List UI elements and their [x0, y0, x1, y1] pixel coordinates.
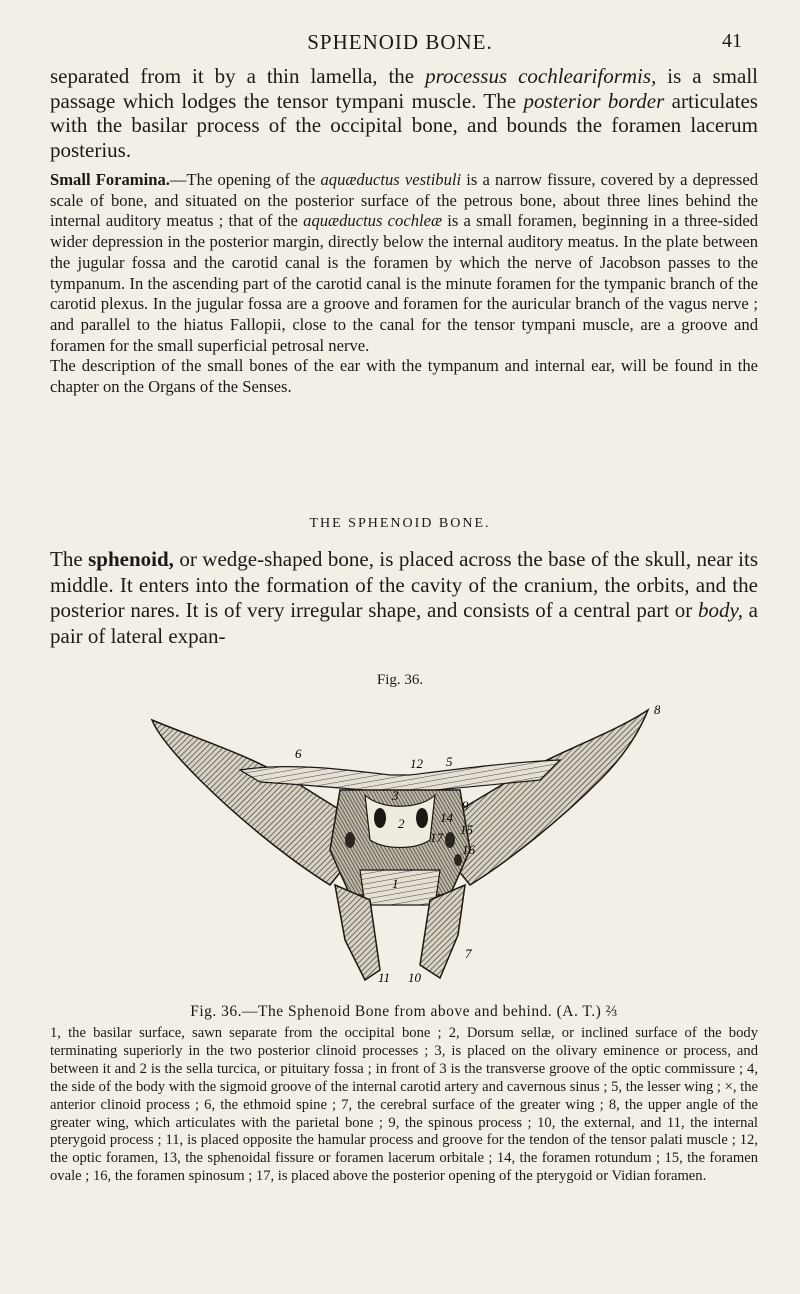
- figure-label-15: 15: [460, 822, 473, 837]
- figure-label-2: 2: [398, 816, 405, 831]
- running-title: SPHENOID BONE.: [307, 30, 493, 54]
- figure-label-12: 12: [410, 756, 423, 771]
- figure-label-5: 5: [446, 754, 453, 769]
- figure-caption-text: 1, the basilar surface, sawn separate from the occipital bone ; 2, Dorsum sellæ, or inclined surface of the body terminating superiorly in the two posterior clinoid processes ; 3, is placed on the olivary eminence or process, and between it and 2 is the sella turcica, or pituitary fossa ; in front of 3 is the transverse groove of the optic commissure ; 4, the side of the body with the sigmoid groove of the internal carotid artery and cavernous sinus ; 5, the lesser wing ; ×, the anterior clinoid process ; 6, the ethmoid spine ; 7, the cerebral surface of the greater wing ; 8, the upper angle of the greater wing, which articulates with the parietal bone ; 9, the spinous process ; 10, the external, and 11, the internal pterygoid process ; 11, is placed opposite the hamular process and groove for the tendon of the tensor palati muscle ; 12, the optic foramen, 13, the sphenoidal fissure or foramen lacerum orbitale ; 14, the foramen rotundum ; 15, the foramen ovale ; 16, the foramen spinosum ; 17, is placed above the posterior opening of the pterygoid or Vidian foramen.: [50, 1025, 758, 1185]
- italic-term: posterior border: [523, 88, 665, 113]
- text-run: is a narrow fissure, covered by a depressed scale of bone, and situated on the posterior surface of the petrous bone, about three lines behind the internal auditory meatus ; that of the: [50, 170, 759, 231]
- figure-label-8: 8: [654, 702, 660, 717]
- figure-label-9: 7: [465, 946, 472, 961]
- page-number: 41: [722, 30, 742, 52]
- section-heading: THE SPHENOID BONE.: [309, 516, 491, 531]
- text-run: or wedge-shaped bone, is placed across the base of the skull, near its middle. It enters into the formation of the cavity of the cranium, the orbits, and the posterior nares. It is of very irregular shape, and consists of a central part or: [50, 547, 758, 622]
- figure-label-16: 16: [462, 842, 475, 857]
- bold-term: sphenoid,: [88, 547, 174, 571]
- italic-term: body,: [698, 598, 743, 622]
- italic-term: aquæductus cochleæ: [303, 211, 443, 231]
- figure-label-11: 11: [378, 970, 391, 985]
- figure-label-3: 3: [392, 788, 399, 803]
- text-run: The: [50, 547, 89, 571]
- lead-paragraph: [50, 64, 758, 162]
- text-run: articulates with the basilar process of the occipital bone, and bounds the foramen lacerum posterius.: [50, 88, 758, 162]
- figure-label-6: 6: [295, 746, 302, 761]
- figure-caption-title: Fig. 36.—The Sphenoid Bone from above and behind. (A. T.) ⅔: [190, 1003, 618, 1020]
- figure-label-7: 9: [462, 798, 469, 813]
- sphenoid-intro-paragraph: [50, 547, 758, 649]
- run-in-heading: Small Foramina.: [50, 170, 170, 189]
- text-run: separated from it by a thin lamella, the: [50, 64, 426, 88]
- figure-label-17: 17: [430, 830, 443, 845]
- italic-term: aquæductus vestibuli: [320, 170, 462, 189]
- paragraph: The description of the small bones of the ear with the tympanum and internal ear, will be found in the chapter on the Organs of the Senses.: [50, 356, 758, 397]
- sphenoid-bone-illustration: [140, 700, 660, 990]
- text-run: a pair of lateral expan-: [50, 598, 759, 648]
- small-foramina-section: [50, 170, 758, 398]
- figure-label-1: 1: [392, 876, 399, 891]
- italic-term: processus cochleariformis,: [425, 64, 657, 88]
- figure-label: Fig. 36.: [376, 672, 424, 688]
- text-run: —The opening of the: [169, 170, 321, 189]
- text-run: is a small passage which lodges the tensor tympani muscle. The: [50, 64, 759, 113]
- figure-label-14: 14: [440, 810, 453, 825]
- text-run: is a small foramen, beginning in a three-sided wider depression in the posterior margin, directly below the internal auditory meatus. In the plate between the jugular fossa and the carotid canal is the foramen by which the nerve of Jacobson passes to the tympanum. In the ascending part of the carotid canal is the minute foramen for the tympanic branch of the carotid plexus. In the jugular fossa are a groove and foramen for the auricular branch of the vagus nerve ; and parallel to the hiatus Fallopii, close to the canal for the tensor tympani muscle, are a groove and foramen for the small superficial petrosal nerve.: [50, 211, 758, 355]
- figure-label-10: 10: [408, 970, 421, 985]
- running-head: [0, 30, 800, 60]
